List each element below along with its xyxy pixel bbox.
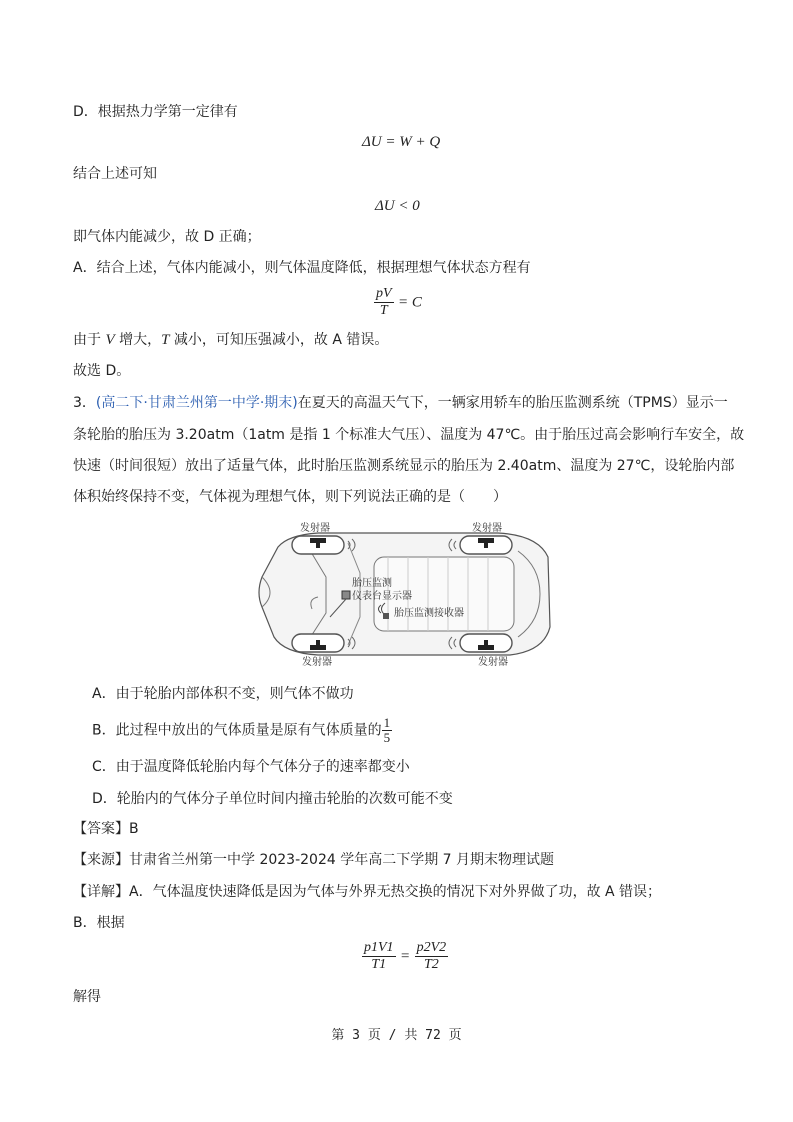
question-line-3: 快速（时间很短）放出了适量气体，此时胎压监测系统显示的胎压为 2.40atm、温度为 27℃，设轮胎内部: [73, 458, 735, 474]
detail-b-intro: B．根据: [73, 915, 125, 931]
label-transmitter-front-left: 发射器: [300, 523, 330, 534]
label-tpms-receiver: 胎压监测接收器: [394, 608, 464, 619]
dashboard-display-icon: [342, 591, 350, 599]
tpms-car-figure: [248, 517, 556, 671]
option-d: D．轮胎内的气体分子单位时间内撞击轮胎的次数可能不变: [92, 791, 453, 807]
d-conclusion-text: 即气体内能减少，故 D 正确；: [73, 229, 261, 245]
question-line-2: 条轮胎的胎压为 3.20atm（1atm 是指 1 个标准大气压）、温度为 47℃。由于胎压过高会影响行车安全，故: [73, 427, 745, 443]
d-intro-text: D．根据热力学第一定律有: [73, 104, 238, 120]
equation-first-law: ΔU = W + Q: [362, 134, 441, 150]
combine-text: 结合上述可知: [73, 166, 157, 182]
answer-text: 【答案】B: [73, 821, 139, 837]
question-number: 3．: [73, 395, 96, 411]
equation-du-negative: ΔU < 0: [375, 198, 420, 214]
question-line-1: 3．(高二下·甘肃兰州第一中学·期末)在夏天的高温天气下，一辆家用轿车的胎压监测系统（TPMS）显示一: [73, 395, 728, 411]
question-line-4: 体积始终保持不变，气体视为理想气体，则下列说法正确的是（ ）: [73, 489, 507, 505]
detail-text: 【详解】A．气体温度快速降低是因为气体与外界无热交换的情况下对外界做了功，故 A 错误；: [73, 884, 662, 900]
equation-ideal-gas: $\frac{pV}{T}$ = C: [376, 286, 422, 318]
choose-text: 故选 D。: [73, 363, 131, 379]
label-tpms-display-1: 胎压监测: [352, 578, 392, 589]
equation-state-ratio: $\frac{p1V1}{T1}$ = $\frac{p2V2}{T2}$: [364, 940, 447, 972]
option-c: C．由于温度降低轮胎内每个气体分子的速率都变小: [92, 759, 410, 775]
page-footer: 第 3 页 / 共 72 页: [331, 1028, 462, 1043]
source-text: 【来源】甘肃省兰州第一中学 2023-2024 学年高二下学期 7 月期末物理试题: [73, 852, 555, 868]
receiver-icon: [383, 613, 389, 619]
label-transmitter-front-right: 发射器: [302, 657, 332, 668]
a-intro-text: A．结合上述，气体内能减小，则气体温度降低，根据理想气体状态方程有: [73, 260, 531, 276]
label-transmitter-rear-right: 发射器: [478, 657, 508, 668]
option-a: A．由于轮胎内部体积不变，则气体不做功: [92, 686, 354, 702]
question-source-tag: (高二下·甘肃兰州第一中学·期末): [95, 395, 298, 411]
solve-text: 解得: [73, 989, 101, 1005]
a-conclusion-text: 由于 V 增大，T 减小，可知压强减小，故 A 错误。: [73, 332, 389, 348]
label-transmitter-rear-left: 发射器: [472, 523, 502, 534]
label-tpms-display-2: 仪表台显示器: [352, 591, 412, 602]
option-b: B．此过程中放出的气体质量是原有气体质量的 $\frac{1}{5}$: [92, 715, 391, 745]
